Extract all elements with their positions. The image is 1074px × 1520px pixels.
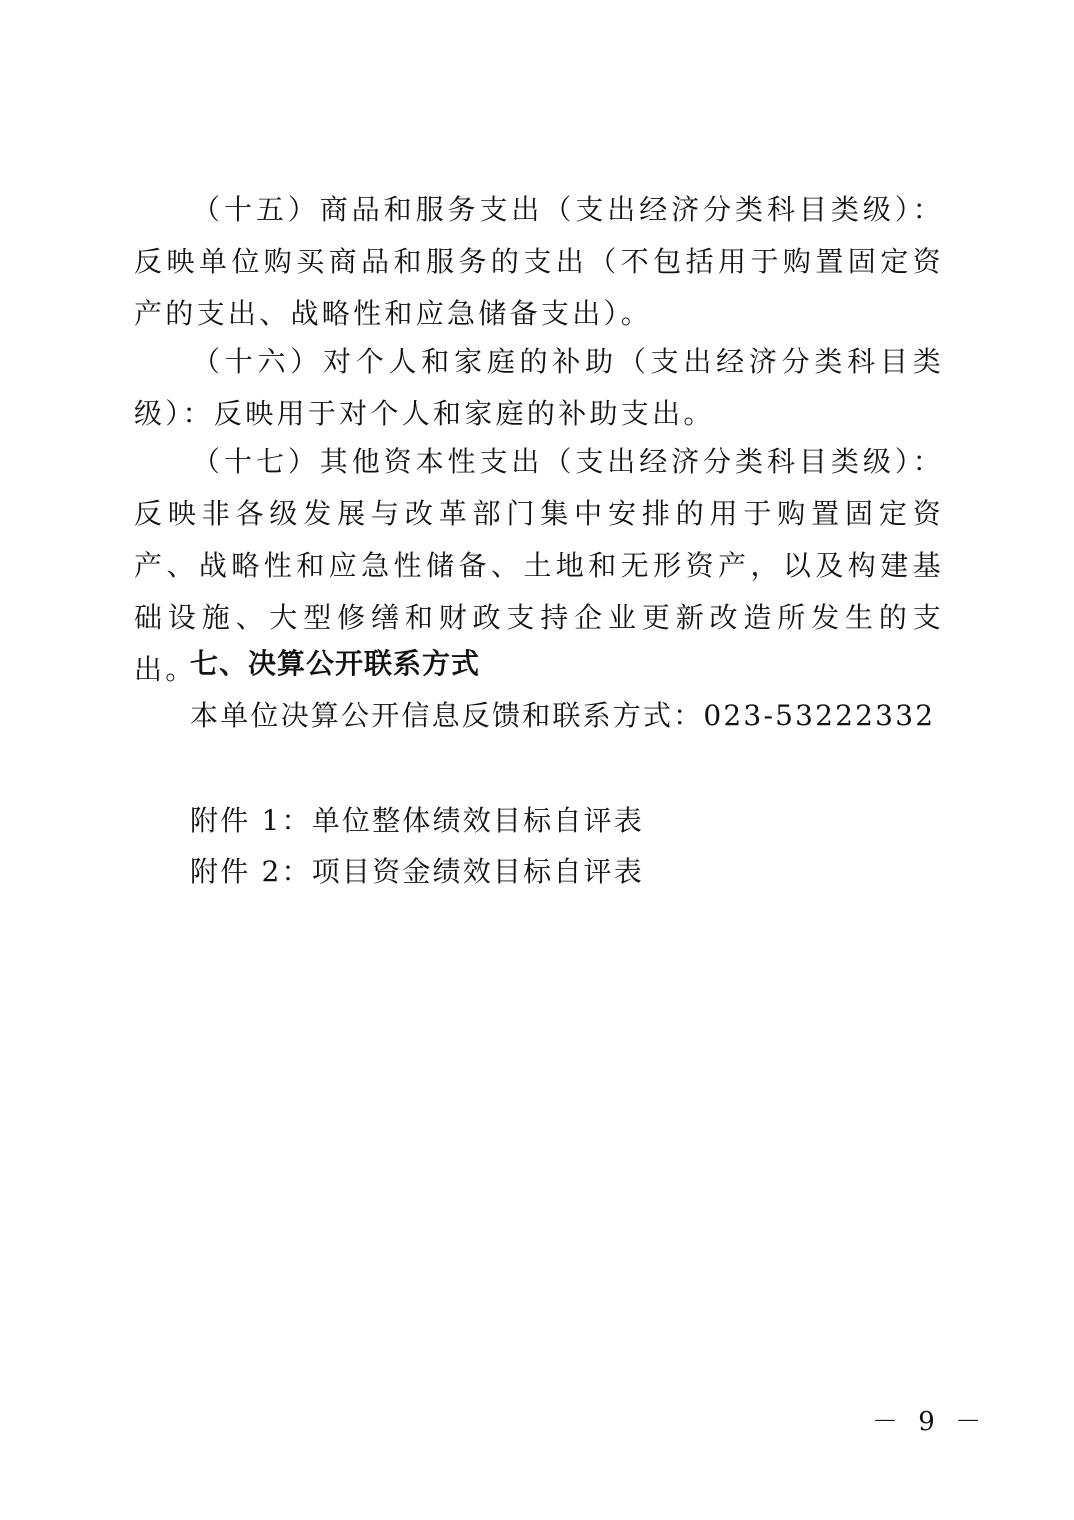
paragraph-other-capital-expenditure: （十七）其他资本性支出（支出经济分类科目类级）：反映非各级发展与改革部门集中安排的用于购置固定资产、战略性和应急性储备、土地和无形资产，以及构建基础设施、大型修缮和财政支持企业更新改造所发生的支出。 — [134, 445, 944, 686]
paragraph-goods-and-services: （十五）商品和服务支出（支出经济分类科目类级）：反映单位购买商品和服务的支出（不包括用于购置固定资产的支出、战略性和应急储备支出）。 — [134, 193, 944, 330]
contact-line: 本单位决算公开信息反馈和联系方式：023-53222332 — [190, 699, 936, 732]
paragraph-household-subsidies: （十六）对个人和家庭的补助（支出经济分类科目类级）：反映用于对个人和家庭的补助支出。 — [134, 345, 944, 430]
section-heading: 七、决算公开联系方式 — [190, 647, 481, 680]
attachment-2: 附件 2：项目资金绩效目标自评表 — [190, 855, 644, 888]
page-number: － 9 － — [872, 1407, 988, 1437]
attachment-1: 附件 1：单位整体绩效目标自评表 — [190, 804, 644, 837]
